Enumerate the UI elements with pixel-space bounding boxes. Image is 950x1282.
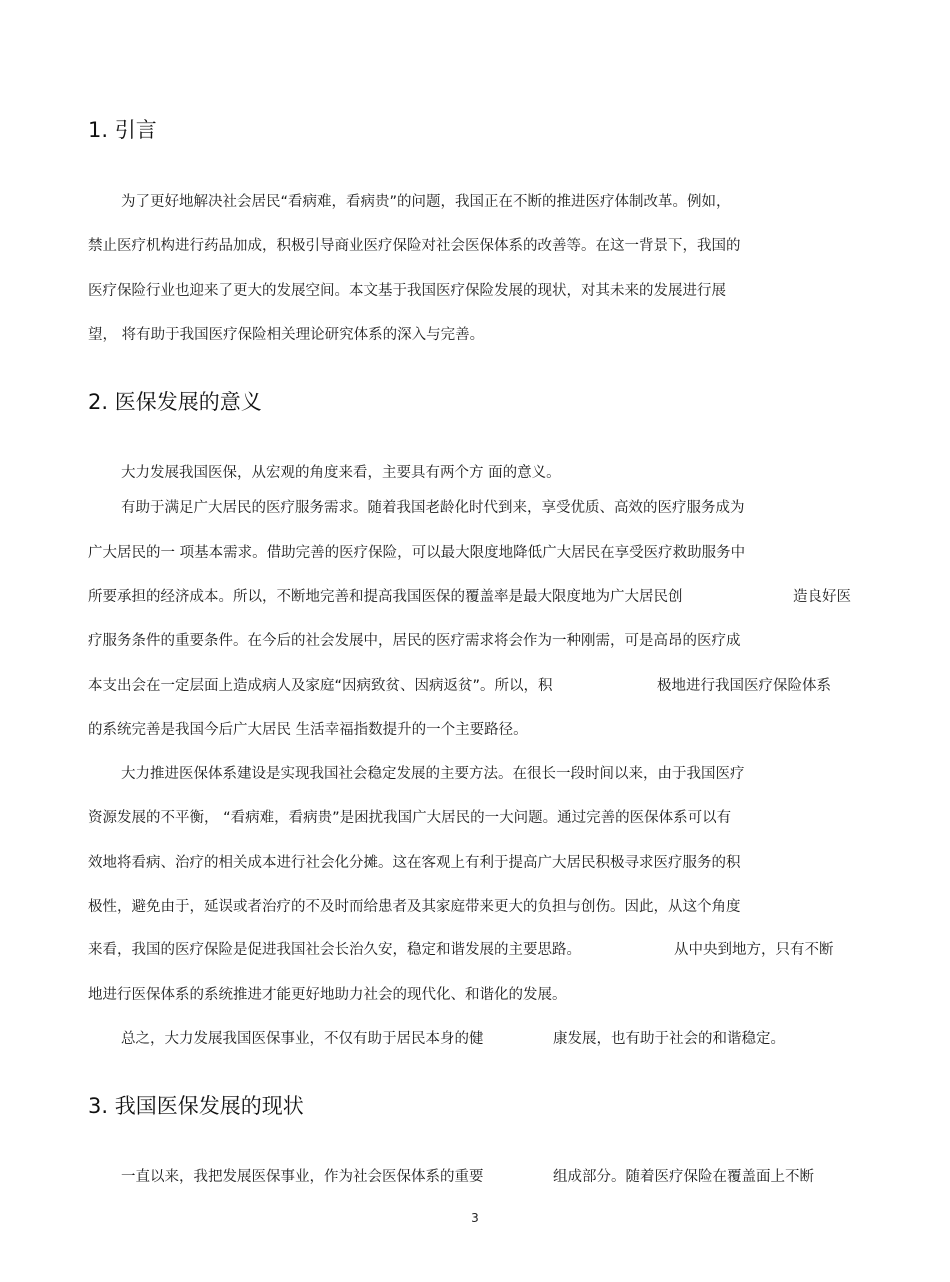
paragraph-line: 总之，大力发展我国医保事业，不仅有助于居民本身的健 [121,1031,484,1047]
paragraph-line-fragment: 组成部分。随着医疗保险在覆盖面上不断 [553,1169,814,1185]
page-number: 3 [471,1211,479,1225]
section-heading-current-status: 3. 我国医保发展的现状 [88,1094,304,1118]
paragraph-line: 的系统完善是我国今后广大居民 生活幸福指数提升的一个主要路径。 [88,722,528,738]
paragraph-line: 资源发展的不平衡， “看病难，看病贵”是困扰我国广大居民的一大问题。通过完善的医保体系可以有 [88,810,732,826]
section-heading-significance: 2. 医保发展的意义 [88,390,262,414]
paragraph-line: 来看，我国的医疗保险是促进我国社会长治久安，稳定和谐发展的主要思路。 [88,942,581,958]
paragraph-line: 医疗保险行业也迎来了更大的发展空间。本文基于我国医疗保险发展的现状，对其未来的发展进行展 [88,283,726,299]
paragraph-line: 效地将看病、治疗的相关成本进行社会化分摊。这在客观上有利于提高广大居民积极寻求医疗服务的积 [88,855,741,871]
paragraph-line-fragment: 康发展，也有助于社会的和谐稳定。 [553,1031,785,1047]
paragraph-line: 大力推进医保体系建设是实现我国社会稳定发展的主要方法。在很长一段时间以来，由于我国医疗 [121,766,745,782]
paragraph-line: 疗服务条件的重要条件。在今后的社会发展中，居民的医疗需求将会作为一种刚需，可是高昂的医疗成 [88,633,741,649]
paragraph-line: 地进行医保体系的系统推进才能更好地助力社会的现代化、和谐化的发展。 [88,987,567,1003]
paragraph-line: 广大居民的一 项基本需求。借助完善的医疗保险，可以最大限度地降低广大居民在享受医疗救助服务中 [88,545,746,561]
paragraph-line: 大力发展我国医保，从宏观的角度来看，主要具有两个方 面的意义。 [121,465,561,481]
paragraph-line-fragment: 极地进行我国医疗保险体系 [657,678,831,694]
paragraph-line: 本支出会在一定层面上造成病人及家庭“因病致贫、因病返贫”。所以，积 [88,678,553,694]
paragraph-line: 望， 将有助于我国医疗保险相关理论研究体系的深入与完善。 [88,327,485,343]
paragraph-line: 为了更好地解决社会居民“看病难，看病贵”的问题，我国正在不断的推进医疗体制改革。例如， [121,194,731,210]
paragraph-line: 一直以来，我把发展医保事业，作为社会医保体系的重要 [121,1169,484,1185]
paragraph-line-fragment: 造良好医 [793,589,851,605]
paragraph-line: 极性，避免由于，延误或者治疗的不及时而给患者及其家庭带来更大的负担与创伤。因此，从这个角度 [88,899,741,915]
section-heading-introduction: 1. 引言 [88,118,157,142]
paragraph-line: 有助于满足广大居民的医疗服务需求。随着我国老龄化时代到来，享受优质、高效的医疗服务成为 [121,500,745,516]
paragraph-line-fragment: 从中央到地方，只有不断 [674,942,834,958]
paragraph-line: 禁止医疗机构进行药品加成，积极引导商业医疗保险对社会医保体系的改善等。在这一背景下，我国的 [88,238,741,254]
paragraph-line: 所要承担的经济成本。所以，不断地完善和提高我国医保的覆盖率是最大限度地为广大居民创 [88,589,683,605]
